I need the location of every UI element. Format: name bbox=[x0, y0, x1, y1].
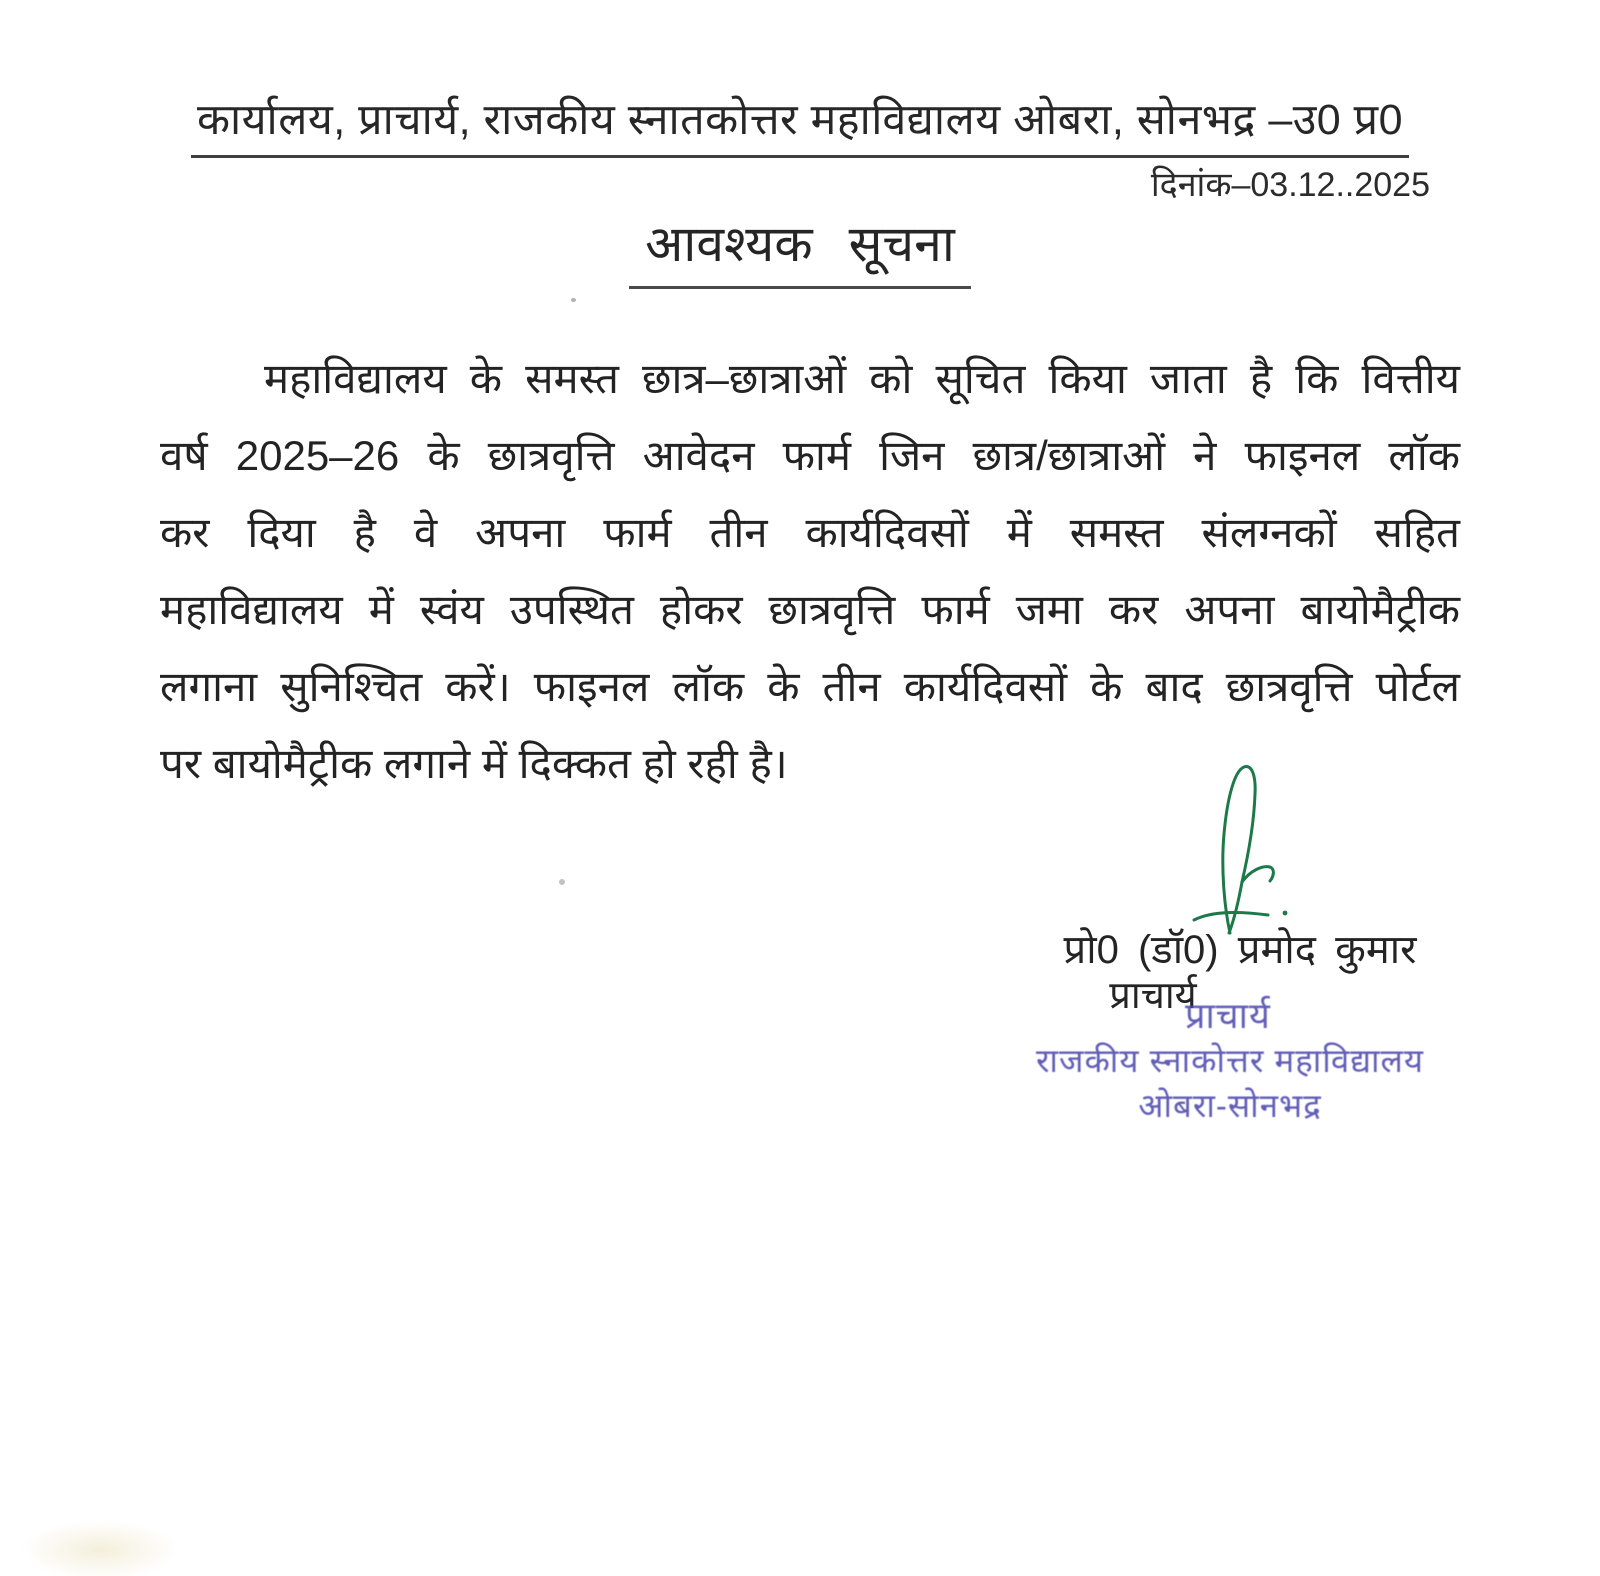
stamp-designation: प्राचार्य bbox=[1185, 995, 1271, 1036]
signatory-name: प्रो0 (डॉ0) प्रमोद कुमार bbox=[1063, 928, 1417, 972]
title-wrap bbox=[0, 208, 1600, 289]
letterhead bbox=[0, 88, 1600, 158]
signatory-designation: प्राचार्य bbox=[1109, 975, 1197, 1017]
scan-speck bbox=[559, 879, 565, 885]
body-line-1: महाविद्यालय के समस्त छात्र–छात्राओं को सूचित किया जाता है कि वित्तीय bbox=[264, 355, 1460, 402]
notice-title: आवश्यक सूचना bbox=[629, 208, 971, 289]
notice-body bbox=[160, 340, 1460, 802]
stamp-college-name: राजकीय स्नाकोत्तर महाविद्यालय bbox=[1035, 1042, 1425, 1079]
date-line: दिनांक–03.12..2025 bbox=[1150, 166, 1430, 204]
body-line-5: लगाना सुनिश्चित करें। फाइनल लॉक के तीन कार्यदिवसों के बाद छात्रवृत्ति पोर्टल bbox=[160, 663, 1460, 710]
stamp-location: ओबरा-सोनभद्र bbox=[1138, 1087, 1322, 1124]
body-line-2: वर्ष 2025–26 के छात्रवृत्ति आवेदन फार्म जिन छात्र/छात्राओं ने फाइनल लॉक bbox=[160, 432, 1460, 479]
body-line-3: कर दिया है वे अपना फार्म तीन कार्यदिवसों में समस्त संलग्नकों सहित bbox=[160, 509, 1460, 556]
scan-speck bbox=[571, 298, 576, 302]
body-line-4: महाविद्यालय में स्वंय उपस्थित होकर छात्रवृत्ति फार्म जमा कर अपना बायोमैट्रीक bbox=[160, 586, 1460, 633]
office-header: कार्यालय, प्राचार्य, राजकीय स्नातकोत्तर महाविद्यालय ओबरा, सोनभद्र –उ0 प्र0 bbox=[191, 88, 1409, 158]
body-line-6: पर बायोमैट्रीक लगाने में दिक्कत हो रही है। bbox=[160, 740, 788, 787]
signature-ink bbox=[1178, 754, 1310, 936]
